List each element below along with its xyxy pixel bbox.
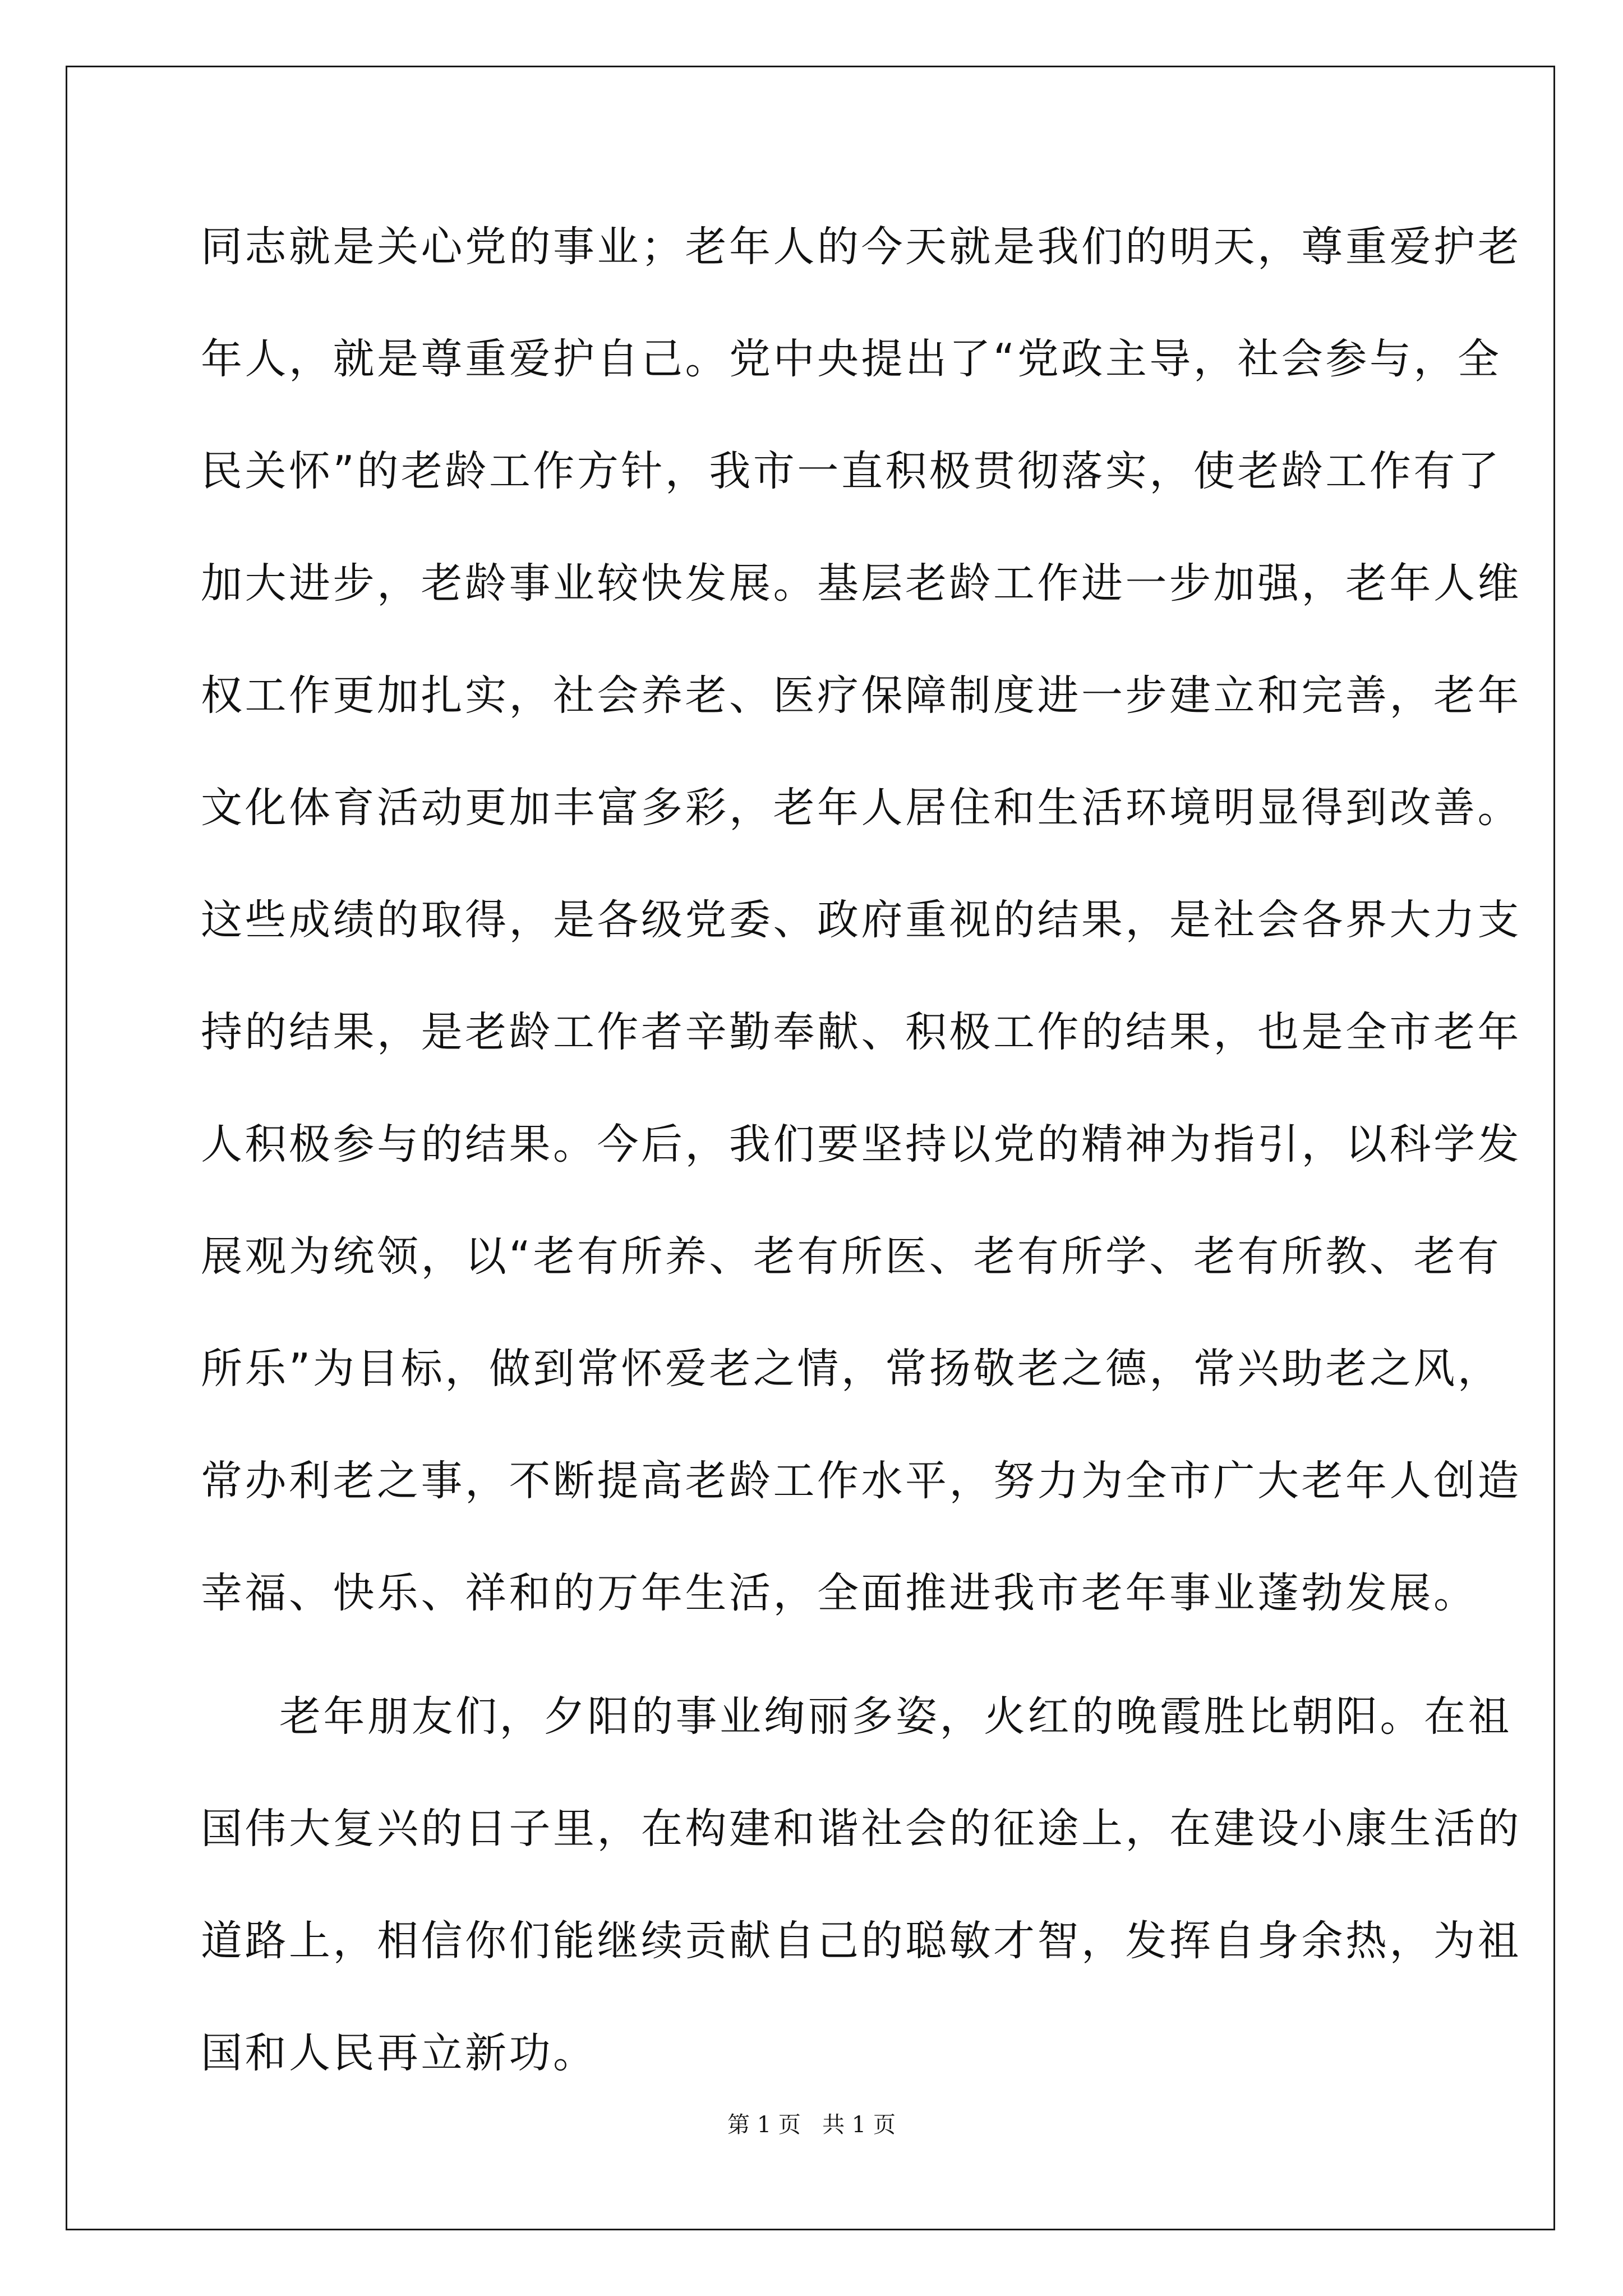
text-line: 所乐”为目标，做到常怀爱老之情，常扬敬老之德，常兴助老之风，	[201, 1345, 1502, 1393]
text-line: 老年朋友们，夕阳的事业绚丽多姿，火红的晚霞胜比朝阳。在祖	[279, 1692, 1512, 1741]
page-number-footer: 第 1 页 共 1 页	[727, 2112, 896, 2138]
text-line: 持的结果，是老龄工作者辛勤奉献、积极工作的结果，也是全市老年	[201, 1008, 1521, 1056]
text-line: 同志就是关心党的事业；老年人的今天就是我们的明天，尊重爱护老	[201, 223, 1521, 271]
text-line: 年人，就是尊重爱护自己。党中央提出了“党政主导，社会参与，全	[201, 335, 1502, 383]
text-line: 国和人民再立新功。	[201, 2029, 597, 2077]
text-line: 这些成绩的取得，是各级党委、政府重视的结果，是社会各界大力支	[201, 896, 1521, 944]
text-line: 展观为统领，以“老有所养、老有所医、老有所学、老有所教、老有	[201, 1232, 1502, 1281]
text-line: 道路上，相信你们能继续贡献自己的聪敏才智，发挥自身余热，为祖	[201, 1917, 1521, 1965]
text-line: 权工作更加扎实，社会养老、医疗保障制度进一步建立和完善，老年	[201, 671, 1521, 720]
text-line: 文化体育活动更加丰富多彩，老年人居住和生活环境明显得到改善。	[201, 784, 1521, 832]
text-line: 人积极参与的结果。今后，我们要坚持以党的精神为指引，以科学发	[201, 1120, 1521, 1168]
text-line: 常办利老之事，不断提高老龄工作水平，努力为全市广大老年人创造	[201, 1457, 1521, 1505]
text-line: 加大进步，老龄事业较快发展。基层老龄工作进一步加强，老年人维	[201, 559, 1521, 608]
text-line: 民关怀”的老龄工作方针，我市一直积极贯彻落实，使老龄工作有了	[201, 447, 1502, 495]
text-line: 幸福、快乐、祥和的万年生活，全面推进我市老年事业蓬勃发展。	[201, 1569, 1478, 1617]
text-line: 国伟大复兴的日子里，在构建和谐社会的征途上，在建设小康生活的	[201, 1805, 1521, 1853]
